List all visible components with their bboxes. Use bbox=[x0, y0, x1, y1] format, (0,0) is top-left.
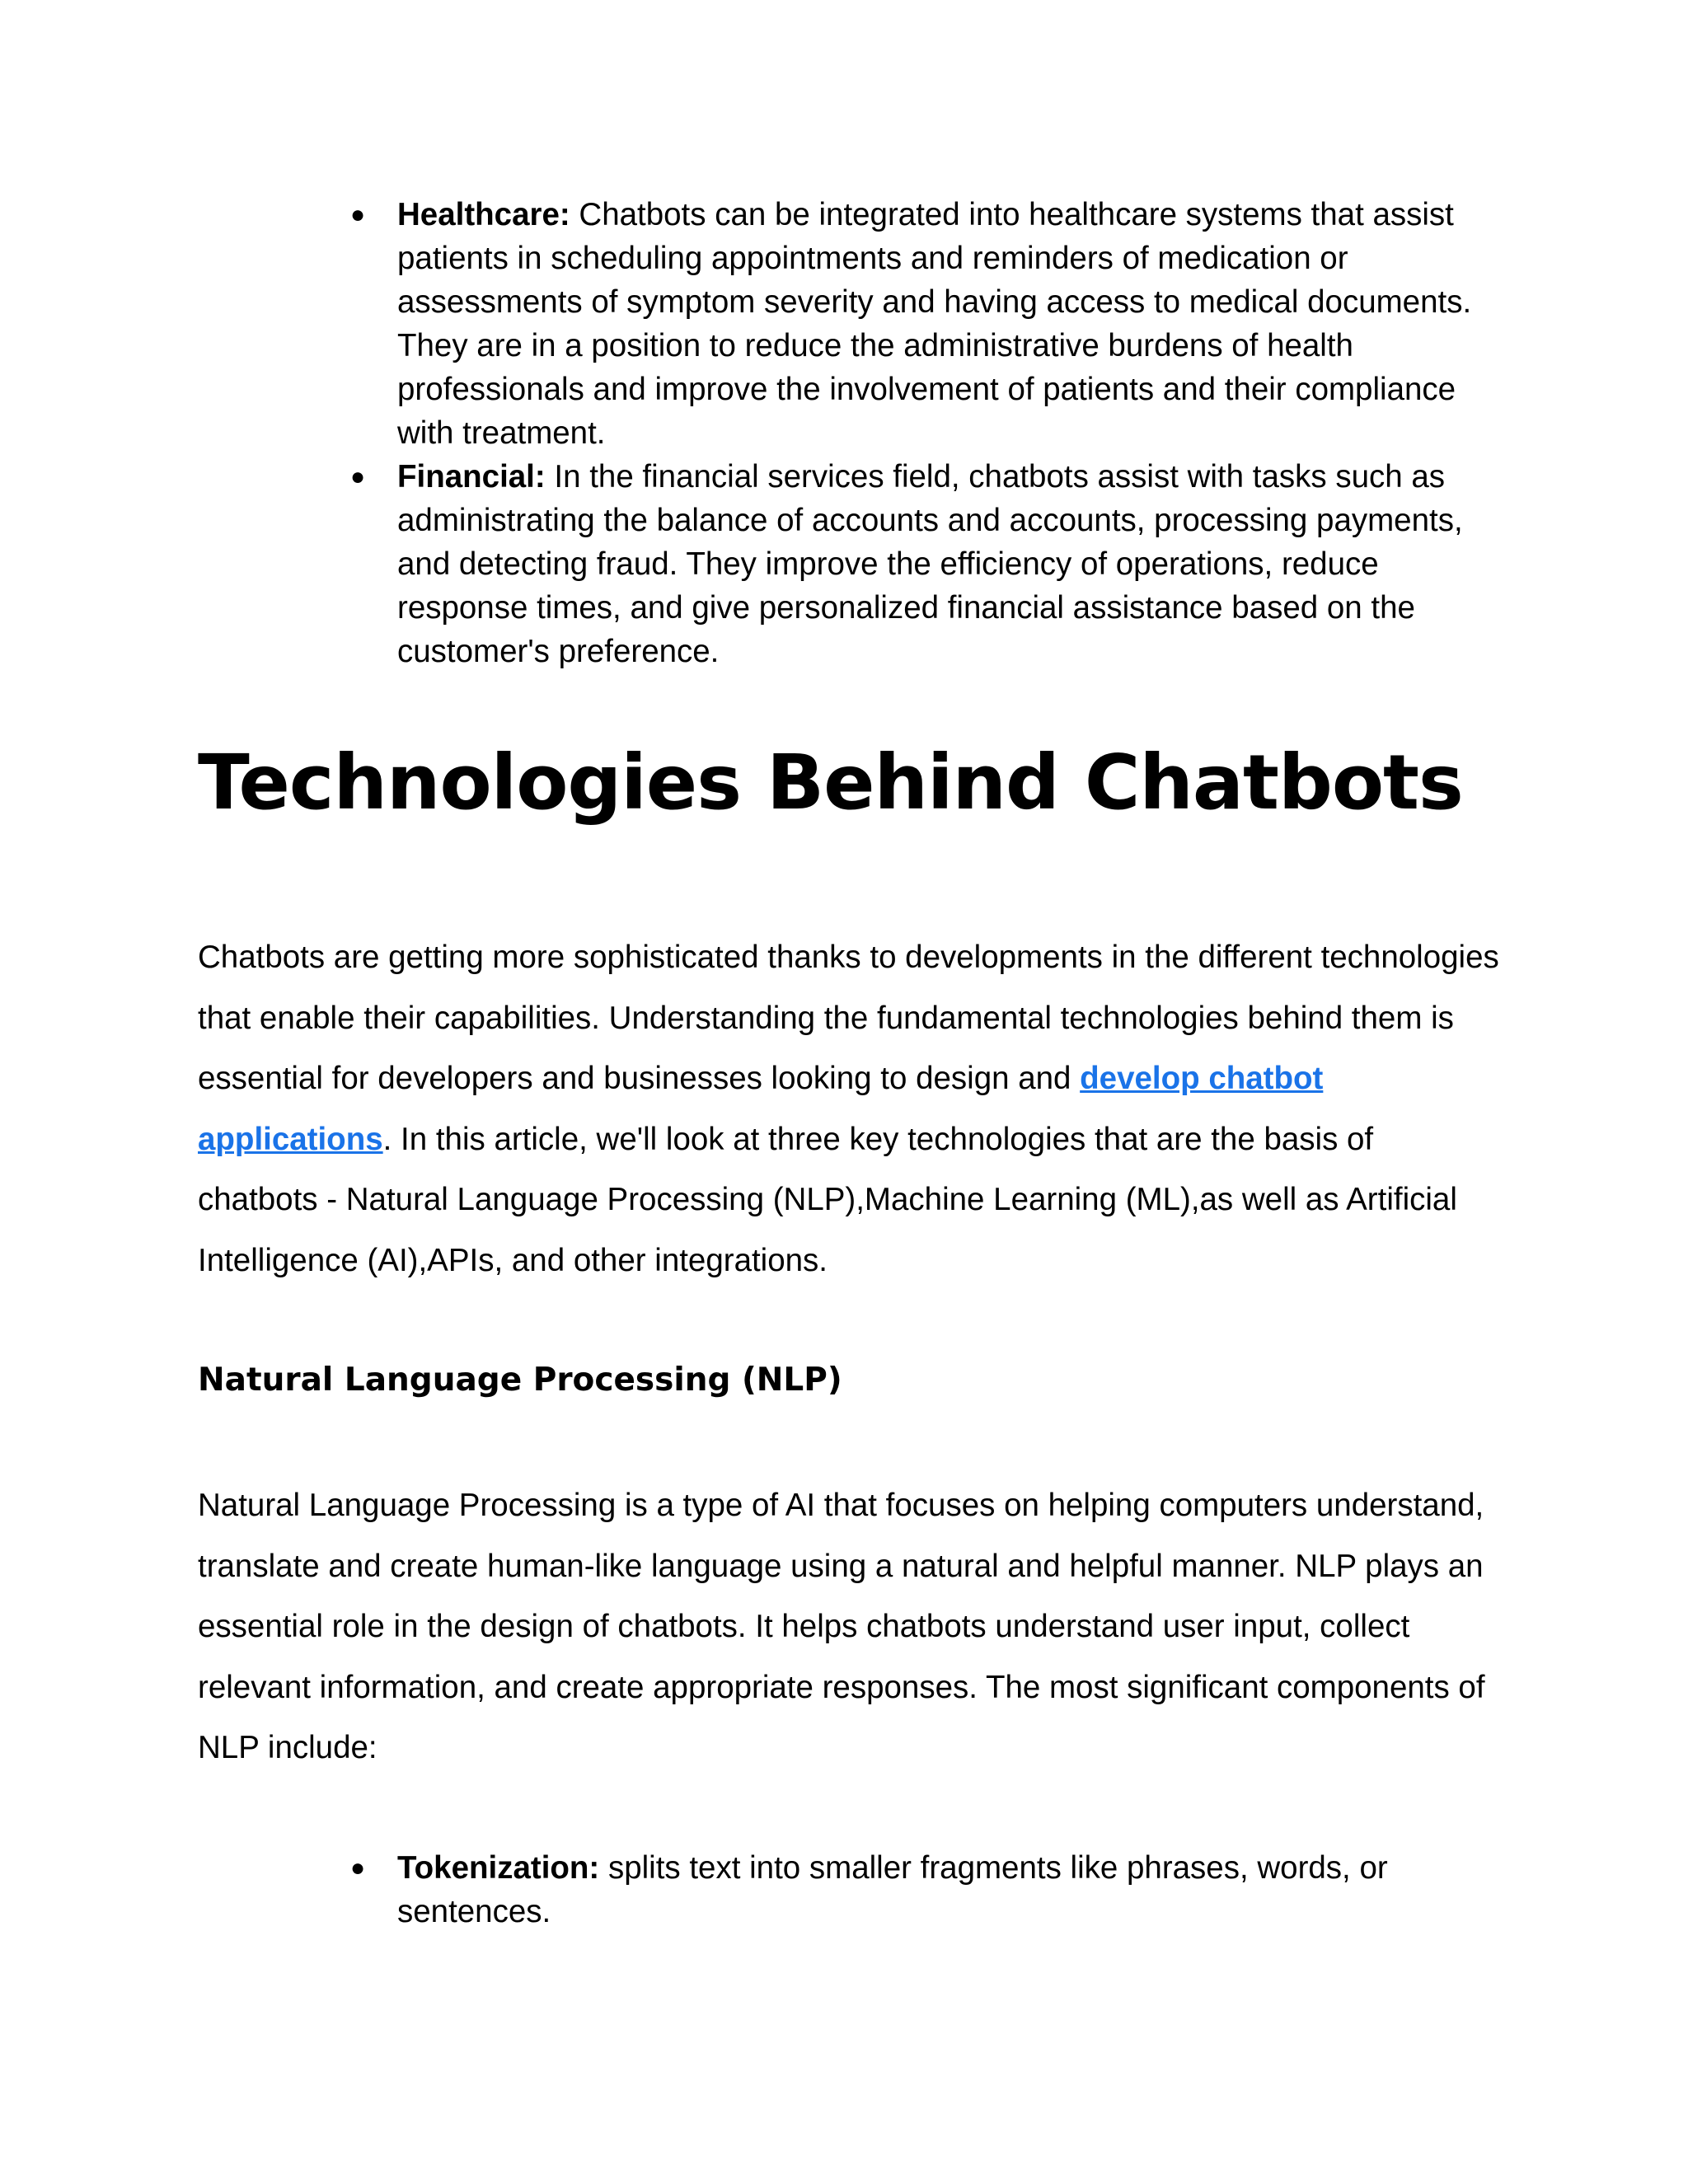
list-item-healthcare bbox=[346, 193, 1500, 455]
bullet-icon: ● bbox=[350, 201, 366, 228]
list-item-tokenization bbox=[346, 1846, 1500, 1933]
intro-text-after-link: . In this article, we'll look at three key technologies that are the basis of chatbots - Natural Language Processing (NLP),Machine Learning (ML),as well as Artificial Intelligence (AI),APIs, and other integrations. bbox=[198, 1121, 1457, 1278]
list-item-text: splits text into smaller fragments like phrases, words, or sentences. bbox=[397, 1850, 1388, 1929]
section-heading: Technologies Behind Chatbots bbox=[198, 738, 1463, 827]
list-item-text: In the financial services field, chatbots assist with tasks such as administrating the balance of accounts and accounts, processing payments, and detecting fraud. They improve the efficiency of operations, reduce response times, and give personalized financial assistance based on the customer's preference. bbox=[397, 459, 1463, 669]
list-item-term: Tokenization: bbox=[397, 1850, 600, 1886]
list-item-financial bbox=[346, 455, 1500, 673]
industry-list bbox=[346, 193, 1500, 673]
list-item-term: Healthcare: bbox=[397, 197, 570, 232]
list-item-term: Financial: bbox=[397, 459, 546, 494]
list-item-text: Chatbots can be integrated into healthcare systems that assist patients in scheduling appointments and reminders of medication or assessments of symptom severity and having access to medical documents. They are in a position to reduce the administrative burdens of health professionals and improve the involvement of patients and their compliance with treatment. bbox=[397, 197, 1472, 451]
bullet-icon: ● bbox=[350, 1854, 366, 1882]
bullet-icon: ● bbox=[350, 463, 366, 490]
develop-chatbot-applications-link[interactable]: develop chatbot applications bbox=[198, 1061, 1324, 1157]
intro-text-before-link: Chatbots are getting more sophisticated thanks to developments in the different technologies that enable their capabilities. Understanding the fundamental technologies behind them is essential for developers and businesses looking to design and bbox=[198, 940, 1499, 1096]
intro-paragraph bbox=[198, 927, 1500, 1291]
nlp-paragraph: Natural Language Processing is a type of AI that focuses on helping computers understand, translate and create human-like language using a natural and helpful manner. NLP plays an essential role in the design of chatbots. It helps chatbots understand user input, collect relevant information, and create appropriate responses. The most significant components of NLP include: bbox=[198, 1488, 1485, 1765]
subsection-heading-nlp: Natural Language Processing (NLP) bbox=[198, 1361, 842, 1399]
nlp-components-list bbox=[346, 1846, 1500, 1933]
